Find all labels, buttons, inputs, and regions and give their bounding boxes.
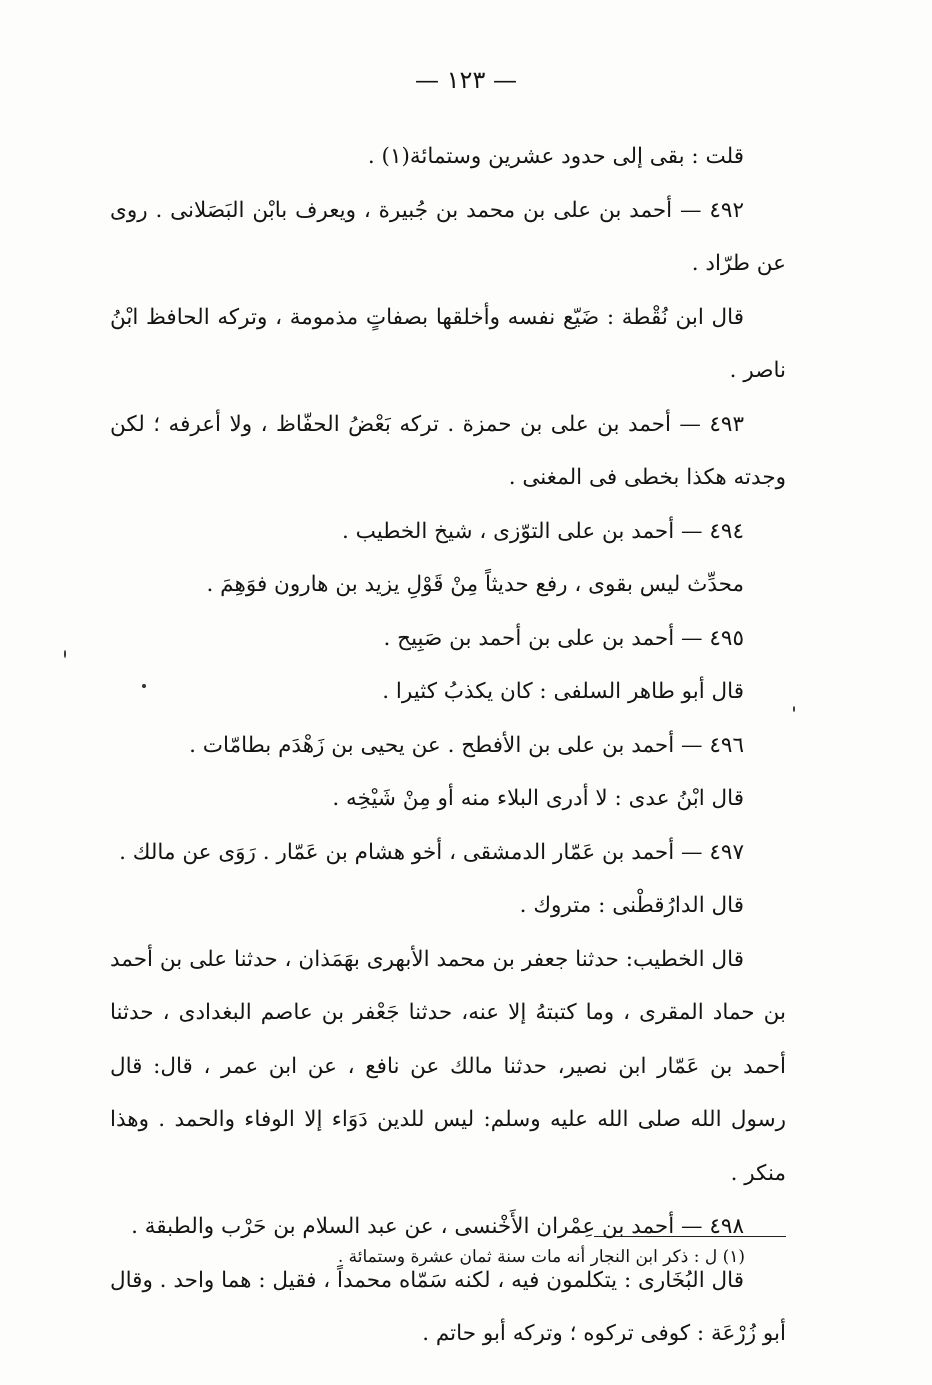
paragraph: قال ابْنُ عدى : لا أدرى البلاء منه أو مِنْ شَيْخِه . [332, 786, 744, 811]
main-text [110, 130, 786, 1361]
entry-paragraph: ٤٩٧ — أحمد بن عَمّار الدمشقى ، أخو هشام بن عَمّار . رَوَى عن مالك . [119, 839, 744, 865]
scan-speck [142, 684, 146, 688]
entry-paragraph: ٤٩٢ — أحمد بن على بن محمد بن جُبيرة ، ويعرف بابْن البَصَلانى . روى عن طرّاد . [110, 197, 786, 276]
entry-paragraph: ٤٩٥ — أحمد بن على بن أحمد بن صَبِيح . [383, 625, 744, 651]
footnote-rule [594, 1236, 786, 1237]
paragraph: محدِّث ليس بقوى ، رفع حديثاً مِنْ قَوْلِ يزيد بن هارون فوَهِمَ . [206, 572, 744, 597]
paragraph: قلت : بقى إلى حدود عشرين وستمائة(١) . [367, 144, 744, 169]
entry-paragraph: ٤٩٦ — أحمد بن على بن الأفطح . عن يحيى بن زَهْدَم بطامّات . [189, 732, 744, 758]
paragraph: قال أبو طاهر السلفى : كان يكذبُ كثيرا . [382, 679, 744, 704]
footnote: (١) ل : ذكر ابن النجار أنه مات سنة ثمان عشرة وستمائة . [337, 1247, 745, 1267]
scan-speck [793, 706, 795, 712]
entry-paragraph: ٤٩٣ — أحمد بن على بن حمزة . تركه بَعْضُ الحفّاظ ، ولا أعرفه ؛ لكن وجدته هكذا بخطى فى المغنى . [110, 411, 786, 490]
scan-speck [64, 650, 66, 658]
entry-paragraph: ٤٩٨ — أحمد بن عِمْران الأَخْنسى ، عن عبد السلام بن حَرْب والطبقة . [131, 1214, 744, 1239]
paragraph: قال البُخَارى : يتكلمون فيه ، لكنه سَمّاه محمداً ، فقيل : هما واحد . وقال أبو زُرْعَة : كوفى تركوه ؛ وتركه أبو حاتم . [110, 1267, 786, 1346]
page-number: — ١٢٣ — [415, 66, 517, 94]
paragraph: قال الخطيب: حدثنا جعفر بن محمد الأبهرى بهَمَذان ، حدثنا على بن أحمد بن حماد المقرى ، وما كتبتهُ إلا عنه، حدثنا جَعْفر بن عاصم البغدادى ، حدثنا أحمد بن عَمّار ابن نصير، حدثنا مالك عن نافع ، عن ابن عمر ، قال: قال رسول الله صلى الله عليه وسلم: ليس للدين دَوَاء إلا الوفاء والحمد . وهذا منكر . [110, 946, 786, 1186]
paragraph: قال الدارُقطْنى : متروك . [519, 893, 744, 918]
paragraph: قال ابن نُقْطة : ضَيّع نفسه وأخلقها بصفاتٍ مذمومة ، وتركه الحافظ ابْنُ ناصر . [110, 304, 786, 383]
entry-paragraph: ٤٩٤ — أحمد بن على التوّزى ، شيخ الخطيب . [342, 518, 744, 544]
